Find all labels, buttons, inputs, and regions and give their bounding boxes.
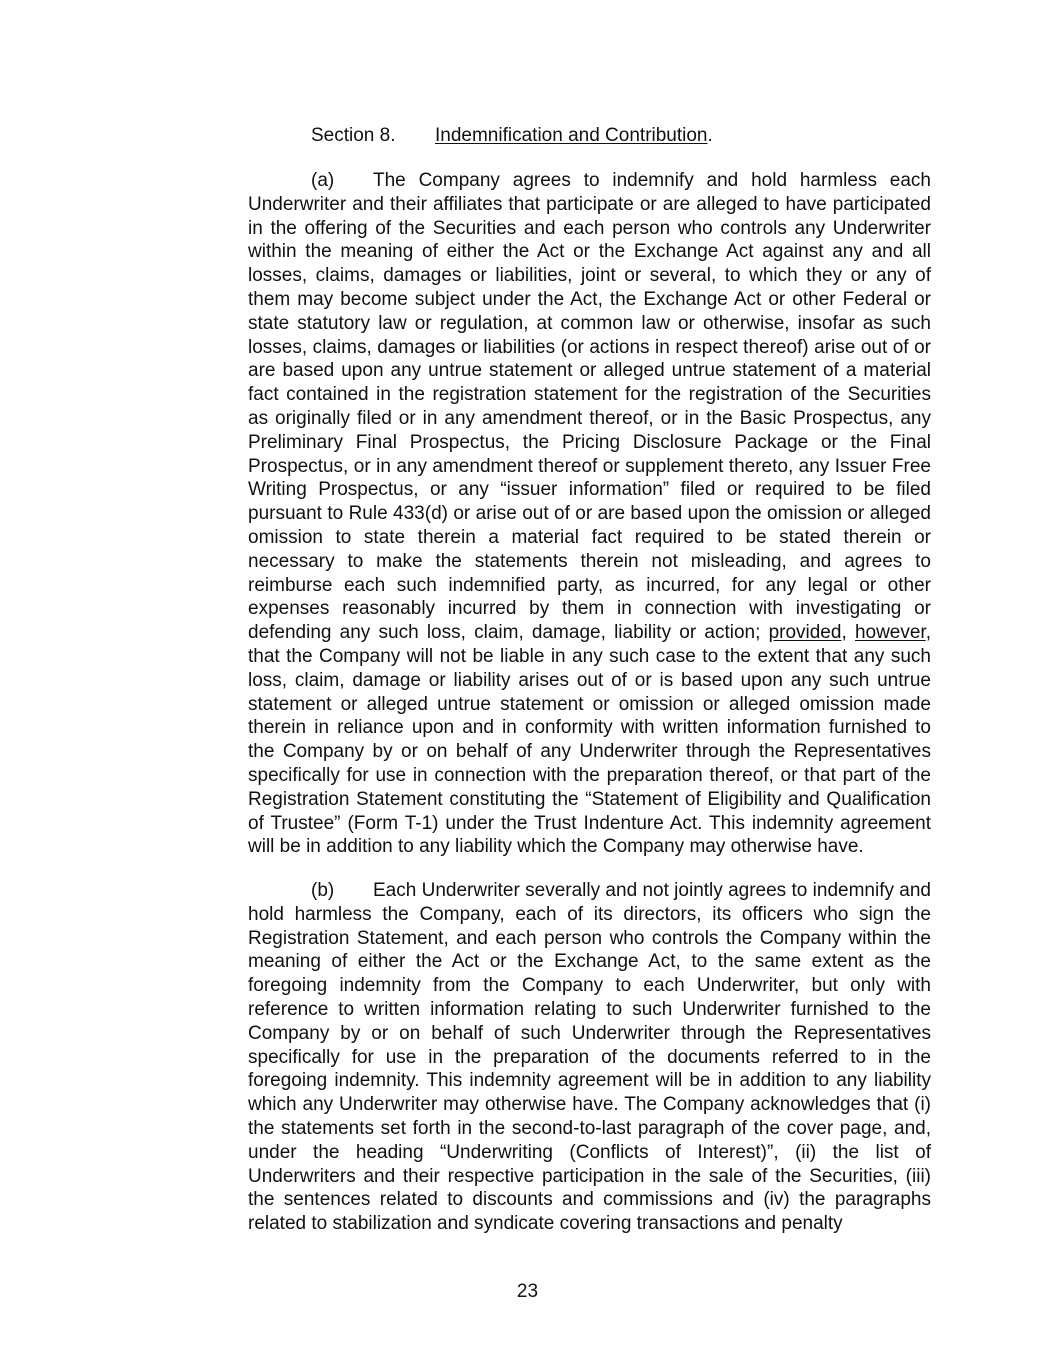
paragraph-a (248, 169, 931, 859)
page-number: 23 (516, 1281, 539, 1302)
paragraph-b-label: (b) (311, 880, 335, 901)
paragraph-a-label: (a) (311, 170, 335, 191)
section-number: Section 8. (311, 125, 396, 146)
provided-comma: , (841, 622, 847, 644)
section-title: Indemnification and Contribution (435, 125, 708, 146)
section-heading (311, 124, 713, 148)
paragraph-b (248, 879, 931, 1236)
paragraph-a-text-2: , that the Company will not be liable in any such case to the extent that any such loss, claim, damage or liability arises out of or is based upon any such untrue statement or alleged untrue statement or omission or alleged omission made therein in reliance upon and in conformity with written information furnished to the Company by or on behalf of any Underwriter through the Representatives specifically for use in connection with the preparation thereof, or that part of the Registration Statement constituting the “Statement of Eligibility and Qualification of Trustee” (Form T-1) under the Trust Indenture Act. This indemnity agreement will be in addition to any liability which the Company may otherwise have. (248, 622, 931, 858)
section-title-period: . (707, 125, 713, 146)
however-term: however (854, 622, 926, 644)
provided-term: provided (768, 622, 842, 644)
paragraph-b-text: Each Underwriter severally and not jointly agrees to indemnify and hold harmless the Company, each of its directors, its officers who sign the Registration Statement, and each person who controls the Company within the meaning of either the Act or the Exchange Act, to the same extent as the foregoing indemnity from the Company to each Underwriter, but only with reference to written information relating to such Underwriter furnished to the Company by or on behalf of such Underwriter through the Representatives specifically for use in the preparation of the documents referred to in the foregoing indemnity. This indemnity agreement will be in addition to any liability which any Underwriter may otherwise have. The Company acknowledges that (i) the statements set forth in the second-to-last paragraph of the cover page, and, under the heading “Underwriting (Conflicts of Interest)”, (ii) the list of Underwriters and their respective participation in the sale of the Securities, (iii) the sentences related to discounts and commissions and (iv) the paragraphs related to stabilization and syndicate covering transactions and penalty (248, 880, 931, 1235)
paragraph-a-text-1: The Company agrees to indemnify and hold harmless each Underwriter and their affiliates that participate or are alleged to have participated in the offering of the Securities and each person who controls any Underwriter within the meaning of either the Act or the Exchange Act against any and all losses, claims, damages or liabilities, joint or several, to which they or any of them may become subject under the Act, the Exchange Act or other Federal or state statutory law or regulation, at common law or otherwise, insofar as such losses, claims, damages or liabilities (or actions in respect thereof) arise out of or are based upon any untrue statement or alleged untrue statement of a material fact contained in the registration statement for the registration of the Securities as originally filed or in any amendment thereof, or in the Basic Prospectus, any Preliminary Final Prospectus, the Pricing Disclosure Package or the Final Prospectus, or in any amendment thereof or supplement thereto, any Issuer Free Writing Prospectus, or any “issuer information” filed or required to be filed pursuant to Rule 433(d) or arise out of or are based upon the omission or alleged omission to state therein a material fact required to be stated therein or necessary to make the statements therein not misleading, and agrees to reimburse each such indemnified party, as incurred, for any legal or other expenses reasonably incurred by them in connection with investigating or defending any such loss, claim, damage, liability or action; (248, 170, 931, 644)
